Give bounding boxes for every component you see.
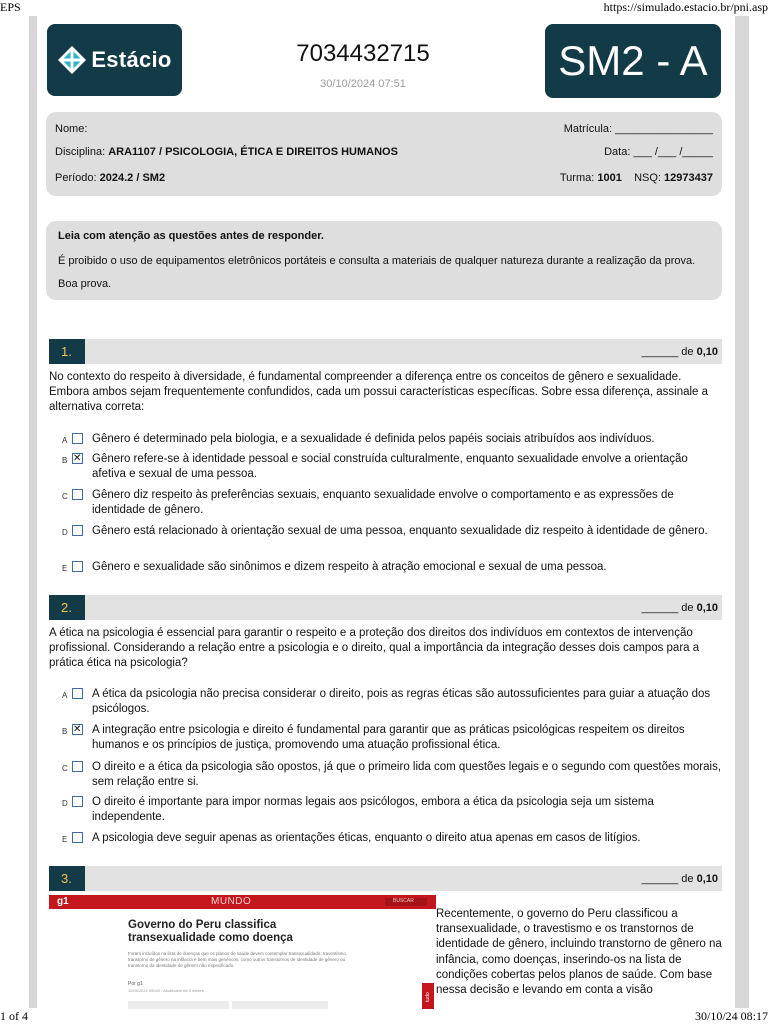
score-of: de <box>681 602 694 614</box>
score-of: de <box>681 873 694 885</box>
question-header <box>49 339 722 364</box>
question-number: 1. <box>49 339 85 364</box>
option-text: Gênero e sexualidade são sinônimos e dizem respeito à atração emocional e sexual de uma pessoa. <box>92 561 607 573</box>
nsq-value: 12973437 <box>664 172 713 184</box>
disciplina-field <box>55 146 398 158</box>
question-stem: No contexto do respeito à diversidade, é fundamental compreender a diferença entre os conceitos de gênero e sexualidade. Embora ambos sejam frequentemente confundidos, cada um possui características específicas. Sobre essa diferença, assinale a alternativa correta: <box>49 371 709 413</box>
print-header-left: EPS <box>0 0 21 14</box>
page-margin-right <box>735 16 749 1008</box>
nome-field <box>55 123 87 135</box>
exam-code: 7034432715 <box>296 40 430 67</box>
student-info-panel <box>46 112 722 196</box>
option-letter: A <box>62 436 68 445</box>
question-stem: A ética na psicologia é essencial para garantir o respeito e a proteção dos direitos dos indivíduos em contextos de intervenção profissional. Considerando a relação entre a psicologia e o direito, qual a importância da integração desses dois campos para a prática ética na psicologia? <box>49 627 700 669</box>
turma-label: Turma: <box>559 172 595 184</box>
page-margin-left <box>29 16 37 1008</box>
option-letter: D <box>62 799 68 808</box>
exam-version: SM2 - A <box>558 37 708 84</box>
turma-nsq-field <box>560 172 713 184</box>
score-value: 0,10 <box>696 873 718 885</box>
option-letter: E <box>62 564 68 573</box>
option-checkbox[interactable] <box>72 761 83 772</box>
option-text: A ética da psicologia não precisa considerar o direito, pois as regras éticas são autossuficientes para guiar a atuação dos psicólogos. <box>92 688 711 715</box>
g1-logo: g1 <box>57 896 69 907</box>
option-checkbox[interactable] <box>72 525 83 536</box>
question-header <box>49 595 722 620</box>
question-number: 3. <box>49 866 85 891</box>
periodo-label: Período: <box>55 172 97 184</box>
instructions-panel <box>46 221 722 300</box>
option-letter: B <box>62 727 68 736</box>
data-blank: ___ /___ /_____ <box>633 146 713 158</box>
option-letter: D <box>62 528 68 537</box>
estacio-logo-icon <box>57 45 87 75</box>
score-blank: ______ <box>641 346 679 358</box>
print-header <box>0 0 768 14</box>
question-header <box>49 866 722 891</box>
nome-label: Nome: <box>55 123 88 135</box>
option-text: A integração entre psicologia e direito é fundamental para garantir que as práticas psicológicas respeitem os direitos humanos e os princípios de justiça, promovendo uma atuação profissional ética. <box>92 724 685 751</box>
option-text: A psicologia deve seguir apenas as orientações éticas, enquanto o direito atua apenas em casos de litígios. <box>92 832 641 844</box>
option-checkbox[interactable] <box>72 688 83 699</box>
news-topbar <box>49 895 436 909</box>
news-search-box: BUSCAR <box>385 898 427 906</box>
news-headline: Governo do Peru classifica transexualidade como doença <box>128 919 293 944</box>
option-checkbox[interactable] <box>72 433 83 444</box>
option-letter: C <box>62 764 68 773</box>
score-of: de <box>681 346 694 358</box>
news-screenshot-image <box>49 895 436 1009</box>
option-checkbox[interactable] <box>72 489 83 500</box>
news-section: MUNDO <box>211 896 252 907</box>
question-score <box>641 873 718 885</box>
instructions-title: Leia com atenção as questões antes de responder. <box>58 230 324 242</box>
exam-datetime: 30/10/2024 07:51 <box>320 78 406 90</box>
estacio-logo <box>47 24 182 96</box>
option-letter: A <box>62 691 68 700</box>
news-share-bar <box>232 1001 328 1009</box>
option-text: Gênero é determinado pela biologia, e a sexualidade é definida pelos papéis sociais atribuídos aos indivíduos. <box>92 433 655 445</box>
score-blank: ______ <box>641 602 679 614</box>
option-checkbox[interactable] <box>72 561 83 572</box>
instructions-line-1: É proibido o uso de equipamentos eletrônicos portáteis e consulta a materiais de qualquer natureza durante a realização da prova. <box>58 255 696 267</box>
news-side-label: tudo <box>425 992 431 1002</box>
news-share-bar <box>128 1001 229 1009</box>
option-letter: B <box>62 456 68 465</box>
option-text: Gênero está relacionado à orientação sexual de uma pessoa, enquanto sexualidade diz respeito à identidade de gênero. <box>92 525 708 537</box>
data-field <box>604 146 713 158</box>
news-summary: Foram incluídos na lista de doenças que os planos de saúde devem contemplar transexualidade, travestismo, transtorno de gênero na infância e bem mais genéricos, como outros transtornos de identidade de gênero ou transtorno da identidade de gênero não especificado. <box>128 951 348 968</box>
page-count: 1 of 4 <box>0 1009 28 1023</box>
periodo-value: 2024.2 / SM2 <box>99 172 166 184</box>
option-text: Gênero diz respeito às preferências sexuais, enquanto sexualidade envolve o comportamento e as expressões de identidade de gênero. <box>92 489 674 516</box>
question-score <box>641 602 718 614</box>
option-checkbox-checked[interactable] <box>72 724 83 735</box>
turma-value: 1001 <box>597 172 622 184</box>
disciplina-label: Disciplina: <box>55 146 106 158</box>
data-label: Data: <box>604 146 631 158</box>
option-text: O direito e a ética da psicologia são opostos, já que o primeiro lida com questões legais e o segundo com questões morais, sem relação entre si. <box>92 761 722 788</box>
score-value: 0,10 <box>696 602 718 614</box>
score-value: 0,10 <box>696 346 718 358</box>
nsq-label: NSQ: <box>634 172 661 184</box>
print-footer <box>0 1009 768 1023</box>
exam-version-badge <box>545 24 721 98</box>
disciplina-value: ARA1107 / PSICOLOGIA, ÉTICA E DIREITOS HUMANOS <box>108 146 398 158</box>
score-blank: ______ <box>641 873 679 885</box>
logo-text: Estácio <box>91 47 172 72</box>
periodo-field <box>55 172 165 184</box>
option-checkbox[interactable] <box>72 796 83 807</box>
question-stem: Recentemente, o governo do Peru classificou a transexualidade, o travestismo e os transtornos de identidade de gênero, incluindo transtorno de gênero na infância, como doenças, inserindo-os na lista de condições cobertas pelos planos de saúde. Com base nessa decisão e levando em conta a visão <box>436 908 722 997</box>
instructions-line-2: Boa prova. <box>58 278 112 290</box>
option-text: Gênero refere-se à identidade pessoal e social construída culturalmente, enquanto sexualidade envolve a orientação afetiva e sexual de uma pessoa. <box>92 453 688 480</box>
matricula-field <box>564 123 713 135</box>
news-meta: 11/05/2024 09h40 · Atualizado há 5 meses <box>128 988 204 993</box>
option-text: O direito é importante para impor normas legais aos psicólogos, embora a ética da psicologia seja um sistema independente. <box>92 796 654 823</box>
print-header-url: https://simulado.estacio.br/pni.asp <box>603 0 768 14</box>
print-datetime: 30/10/24 08:17 <box>694 1009 768 1023</box>
question-number: 2. <box>49 595 85 620</box>
news-side-tab <box>422 983 434 1009</box>
option-letter: E <box>62 835 68 844</box>
matricula-label: Matrícula: <box>563 123 613 135</box>
news-byline: Por g1 <box>128 981 143 987</box>
option-checkbox[interactable] <box>72 832 83 843</box>
question-score <box>641 346 718 358</box>
option-checkbox-checked[interactable] <box>72 453 83 464</box>
option-letter: C <box>62 492 68 501</box>
matricula-blank: ________________ <box>615 123 713 135</box>
